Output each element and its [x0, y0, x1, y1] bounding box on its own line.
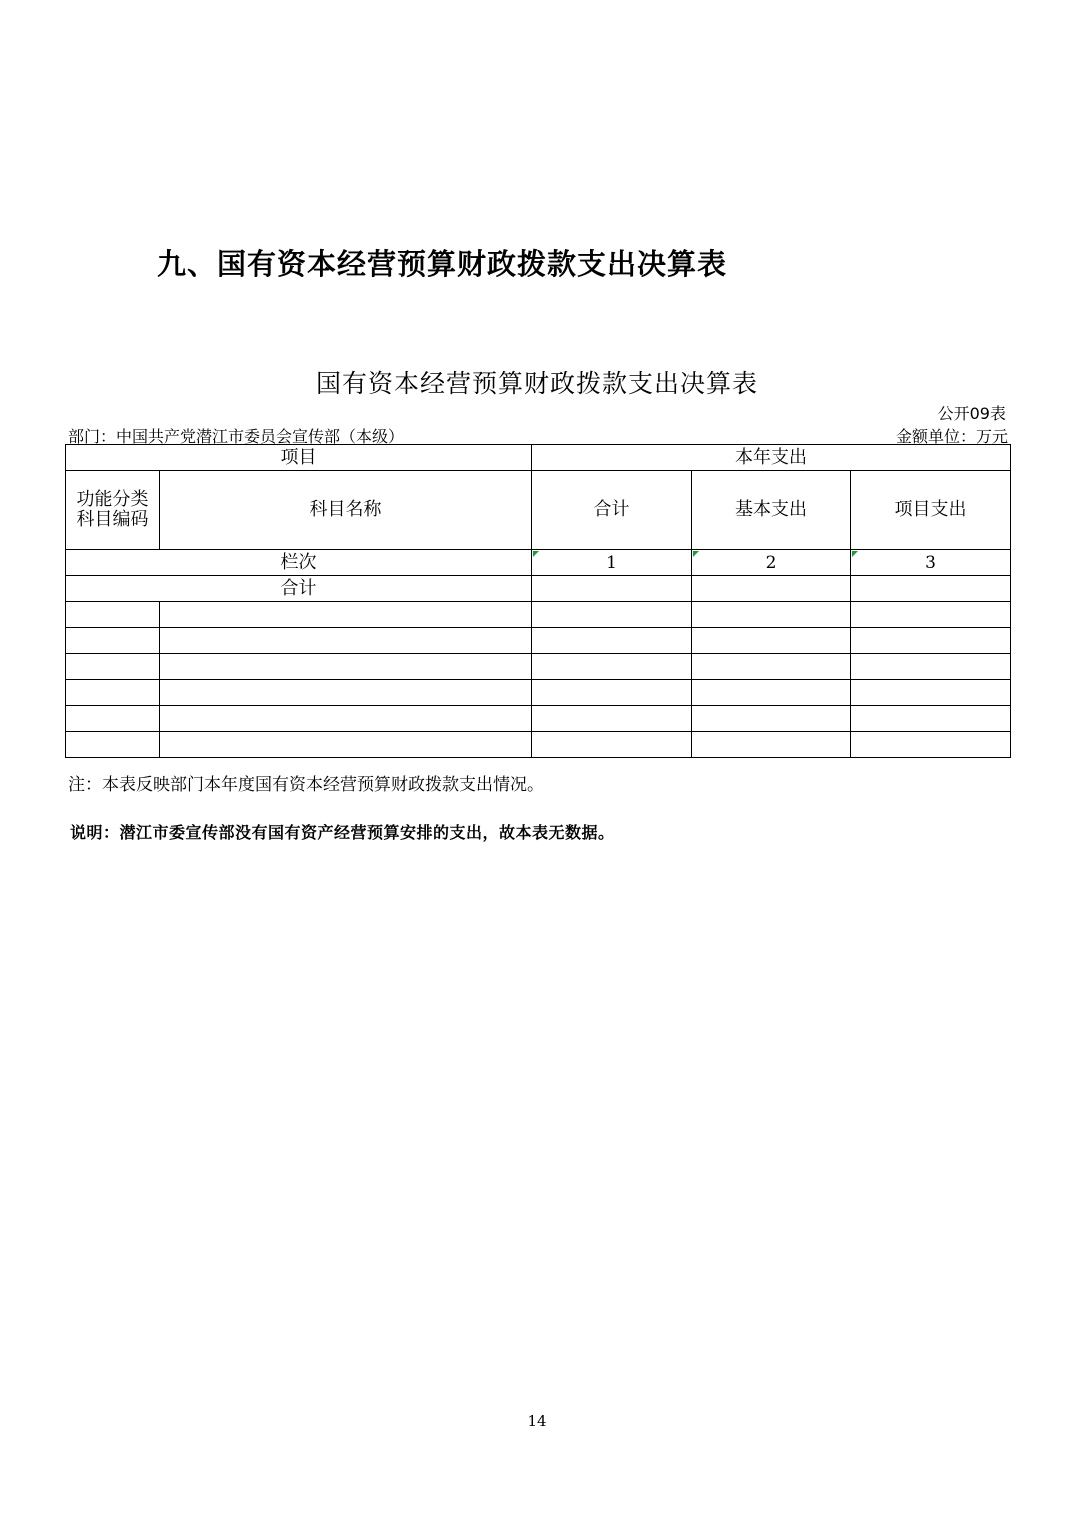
table-row: [66, 680, 1011, 706]
table-cell: [851, 628, 1011, 654]
amount-unit-label: 金额单位：万元: [895, 427, 1008, 446]
table-header-row-2: [66, 471, 1011, 550]
table-cell: [160, 706, 532, 732]
cell-marker-icon: [533, 551, 539, 557]
table-header-row-1: [66, 445, 1011, 471]
column-number-1: 1: [532, 550, 692, 576]
table-cell: [532, 602, 692, 628]
table-footnote: 注：本表反映部门本年度国有资本经营预算财政拨款支出情况。: [68, 775, 544, 795]
table-cell: [66, 680, 160, 706]
table-cell: [66, 706, 160, 732]
table-row: [66, 602, 1011, 628]
total-row-label: 合计: [66, 576, 532, 602]
header-year-expense: 本年支出: [532, 445, 1011, 471]
explanation-text: 说明：潜江市委宣传部没有国有资产经营预算安排的支出，故本表无数据。: [70, 823, 615, 842]
table-cell: [692, 654, 851, 680]
total-cell: [532, 576, 692, 602]
table-cell: [851, 706, 1011, 732]
table-cell: [692, 628, 851, 654]
table-cell: [851, 680, 1011, 706]
column-number-2: 2: [692, 550, 851, 576]
table-cell: [692, 706, 851, 732]
table-cell: [532, 706, 692, 732]
table-cell: [692, 680, 851, 706]
table-row: [66, 732, 1011, 758]
header-basic-expense: 基本支出: [692, 471, 851, 550]
table-cell: [532, 628, 692, 654]
table-row: [66, 654, 1011, 680]
table-cell: [160, 680, 532, 706]
table-cell: [692, 602, 851, 628]
table-cell: [160, 628, 532, 654]
total-basic-cell: [692, 576, 851, 602]
header-func-code-line1: 功能分类: [76, 489, 149, 510]
column-number-label: 栏次: [66, 550, 532, 576]
section-heading: 九、国有资本经营预算财政拨款支出决算表: [157, 247, 728, 281]
table-cell: [851, 732, 1011, 758]
table-cell: [851, 654, 1011, 680]
header-total: 合计: [532, 471, 692, 550]
budget-expense-table: [65, 444, 1011, 758]
header-item: 项目: [66, 445, 532, 471]
table-cell: [160, 732, 532, 758]
table-cell: [532, 680, 692, 706]
table-cell: [66, 654, 160, 680]
table-row: [66, 706, 1011, 732]
table-cell: [66, 732, 160, 758]
table-cell: [66, 602, 160, 628]
table-cell: [66, 628, 160, 654]
header-func-code-line2: 科目编码: [76, 509, 149, 530]
form-code: 公开09表: [937, 404, 1006, 423]
column-number-3: 3: [851, 550, 1011, 576]
table-cell: [532, 654, 692, 680]
header-project-expense: 项目支出: [851, 471, 1011, 550]
department-label: 部门：中国共产党潜江市委员会宣传部（本级）: [68, 427, 405, 446]
total-row: [66, 576, 1011, 602]
table-title: 国有资本经营预算财政拨款支出决算表: [315, 369, 758, 398]
total-project-cell: [851, 576, 1011, 602]
header-subject-name: 科目名称: [160, 471, 532, 550]
cell-marker-icon: [852, 551, 858, 557]
header-func-code: [66, 471, 160, 550]
cell-marker-icon: [693, 551, 699, 557]
table-cell: [692, 732, 851, 758]
column-number-row: [66, 550, 1011, 576]
table-cell: [532, 732, 692, 758]
table-cell: [851, 602, 1011, 628]
page-number: 14: [527, 1412, 547, 1430]
table-row: [66, 628, 1011, 654]
table-cell: [160, 654, 532, 680]
table-cell: [160, 602, 532, 628]
